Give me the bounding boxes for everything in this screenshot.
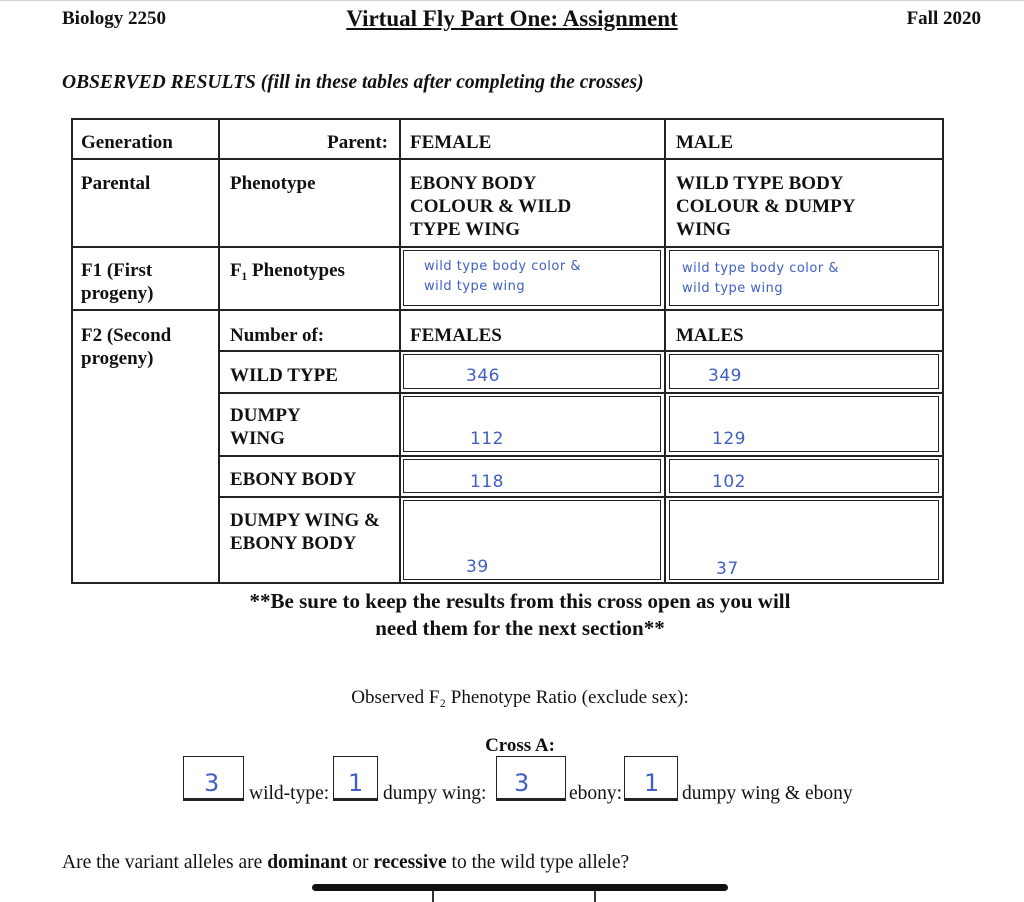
double-mutant-male-count: 37 [716, 559, 739, 579]
note-line-2: need them for the next section** [375, 616, 665, 640]
parental-label: Parental [81, 173, 151, 194]
question-suffix: to the wild type allele? [446, 852, 630, 873]
number-of-label: Number of: [230, 325, 325, 346]
f1-phenotypes-label: F₁ Phenotypes [230, 260, 345, 281]
female-header: FEMALE [410, 132, 492, 153]
table-rule [218, 455, 944, 457]
dumpy-wing-male-box[interactable] [669, 396, 939, 452]
dumpy-ratio-label: dumpy wing: [383, 783, 487, 804]
females-header: FEMALES [410, 325, 502, 346]
parental-female-phenotype: EBONY BODY COLOUR & WILD TYPE WING [410, 173, 572, 240]
f1-female-answer-line1: wild type body color & [424, 259, 581, 274]
ebony-body-male-box[interactable] [669, 459, 939, 493]
course-name: Biology 2250 [62, 8, 166, 29]
ebony-ratio-input[interactable] [496, 756, 566, 801]
table-column-rule [664, 118, 666, 584]
ebony-body-female-count: 118 [470, 472, 504, 492]
question-dominant: dominant [267, 852, 348, 873]
wild-type-ratio-label: wild-type: [249, 783, 330, 804]
table-rule [218, 350, 944, 352]
dumpy-wing-label: DUMPY WING [230, 405, 300, 449]
dumpy-wing-male-count: 129 [712, 429, 746, 449]
table-column-rule [399, 118, 401, 584]
ebony-body-male-count: 102 [712, 472, 746, 492]
table-edge-mark [594, 891, 596, 902]
ebony-body-label: EBONY BODY [230, 469, 357, 490]
section-title: OBSERVED RESULTS (fill in these tables after completing the crosses) [62, 72, 644, 93]
generation-header: Generation [81, 132, 173, 153]
note-line-1: **Be sure to keep the results from this cross open as you will [249, 589, 791, 613]
double-ratio-value: 1 [644, 769, 660, 797]
question-recessive: recessive [373, 852, 447, 873]
question-middle: or [347, 852, 374, 873]
table-rule [218, 392, 944, 394]
f1-male-answer-line1: wild type body color & [682, 261, 839, 276]
double-mutant-label: DUMPY WING & EBONY BODY [230, 510, 380, 554]
double-mutant-female-count: 39 [466, 557, 489, 577]
table-border-bottom [71, 582, 944, 584]
f1-male-answer-line2: wild type wing [682, 281, 784, 296]
ebony-ratio-value: 3 [514, 769, 530, 797]
wild-type-female-count: 346 [466, 366, 500, 386]
f2-label: F2 (Second progeny) [81, 325, 172, 369]
table-edge-mark [432, 891, 434, 902]
horizontal-scrollbar[interactable] [312, 884, 728, 891]
dumpy-wing-female-count: 112 [470, 429, 504, 449]
table-border-right [942, 118, 944, 584]
table-rule [71, 309, 944, 311]
ratio-label: Observed F₂ Phenotype Ratio (exclude sex): [351, 687, 689, 708]
question-text [62, 852, 629, 874]
ebony-ratio-label: ebony: [569, 783, 623, 804]
males-header: MALES [676, 325, 744, 346]
table-border-left [71, 118, 73, 584]
table-rule [71, 158, 944, 160]
f1-female-answer-line2: wild type wing [424, 279, 526, 294]
parental-male-phenotype: WILD TYPE BODY COLOUR & DUMPY WING [676, 173, 855, 240]
table-column-rule [218, 118, 220, 584]
ebony-body-female-box[interactable] [403, 459, 661, 493]
wild-type-male-count: 349 [708, 366, 742, 386]
parent-header: Parent: [327, 132, 388, 153]
male-header: MALE [676, 132, 733, 153]
table-border-top [71, 118, 944, 120]
wild-type-female-box[interactable] [403, 354, 661, 389]
double-mutant-male-box[interactable] [669, 500, 939, 580]
wild-type-label: WILD TYPE [230, 365, 338, 386]
dumpy-wing-female-box[interactable] [403, 396, 661, 452]
phenotype-label: Phenotype [230, 173, 316, 194]
double-mutant-female-box[interactable] [403, 500, 661, 580]
dumpy-ratio-value: 1 [348, 769, 364, 797]
term-label: Fall 2020 [906, 8, 981, 29]
document-title: Virtual Fly Part One: Assignment [346, 6, 678, 31]
page-top-edge [0, 0, 1024, 1]
cross-a-label: Cross A: [485, 735, 555, 756]
table-rule [71, 246, 944, 248]
table-rule [218, 496, 944, 498]
f1-label: F1 (First progeny) [81, 260, 154, 304]
double-ratio-label: dumpy wing & ebony [682, 783, 853, 804]
wild-type-ratio-value: 3 [204, 769, 220, 797]
question-prefix: Are the variant alleles are [62, 852, 268, 873]
